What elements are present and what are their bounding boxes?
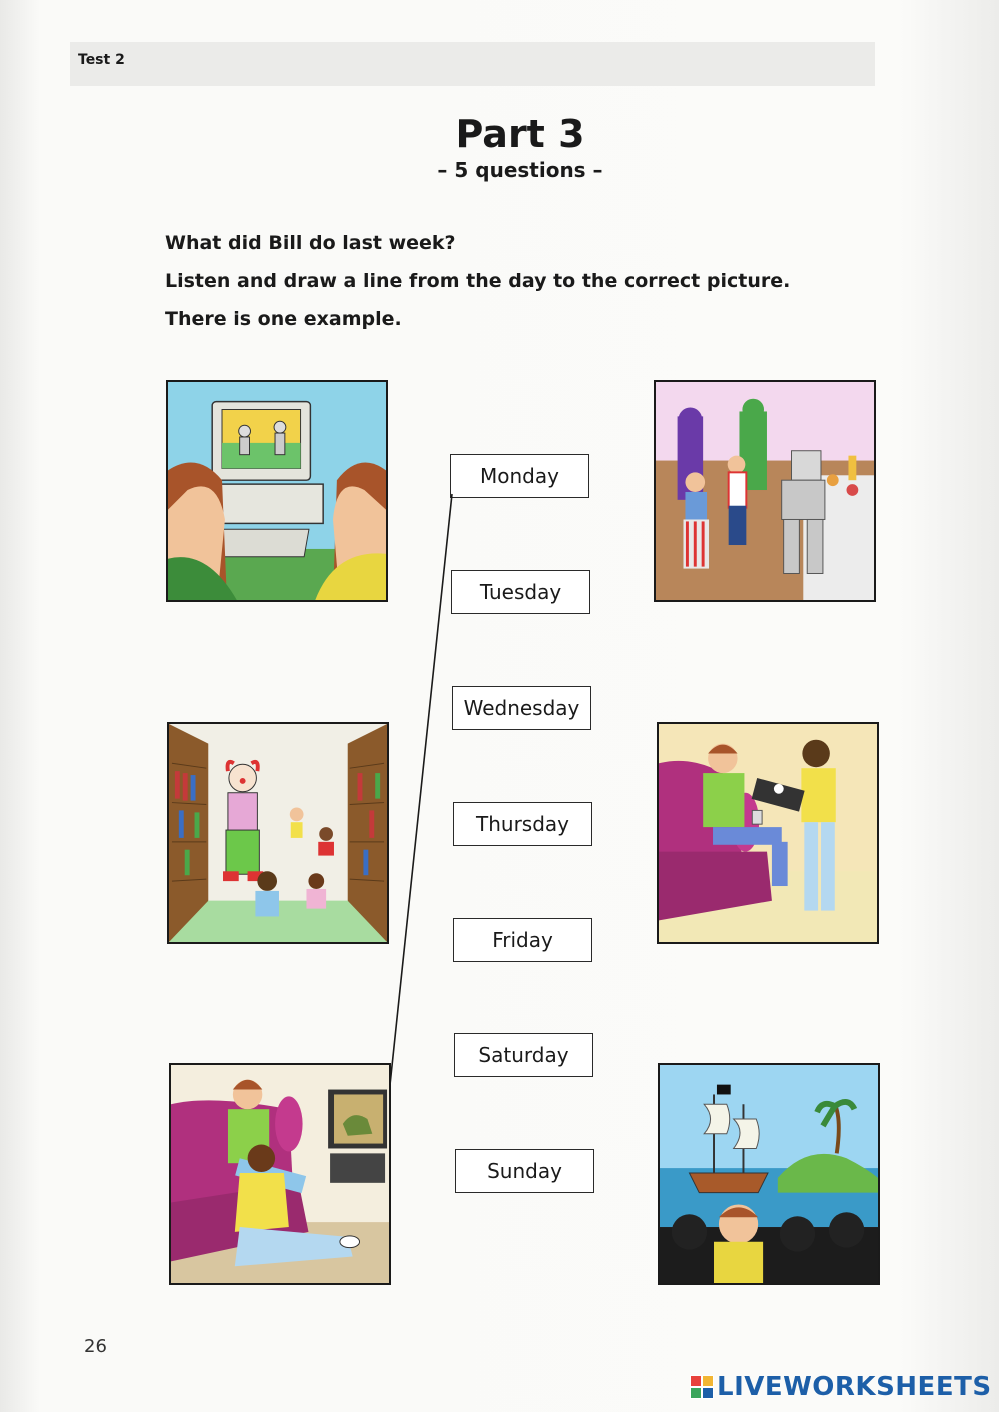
bleed-through-band — [70, 42, 875, 86]
day-box-tuesday[interactable]: Tuesday — [451, 570, 590, 614]
day-box-wednesday[interactable]: Wednesday — [452, 686, 591, 730]
picture-computer-game[interactable] — [166, 380, 388, 602]
day-box-saturday[interactable]: Saturday — [454, 1033, 593, 1077]
brand-name: LIVEWORKSHEETS — [717, 1372, 992, 1402]
day-box-monday[interactable]: Monday — [450, 454, 589, 498]
page-number: 26 — [84, 1336, 107, 1357]
picture-giving-present[interactable] — [657, 722, 879, 944]
picture-pirate-film[interactable] — [658, 1063, 880, 1285]
task-text: Listen and draw a line from the day to the correct picture. — [165, 270, 791, 292]
question-text: What did Bill do last week? — [165, 232, 456, 254]
part-subtitle: – 5 questions – — [437, 158, 603, 182]
liveworksheets-icon — [690, 1375, 714, 1399]
picture-costume-party[interactable] — [654, 380, 876, 602]
part-title: Part 3 — [455, 112, 585, 156]
day-box-sunday[interactable]: Sunday — [455, 1149, 594, 1193]
picture-watching-tv[interactable] — [169, 1063, 391, 1285]
day-box-thursday[interactable]: Thursday — [453, 802, 592, 846]
example-note: There is one example. — [165, 308, 402, 330]
day-box-friday[interactable]: Friday — [453, 918, 592, 962]
picture-library-clown[interactable] — [167, 722, 389, 944]
test-label: Test 2 — [78, 52, 125, 68]
liveworksheets-logo — [690, 1372, 992, 1402]
